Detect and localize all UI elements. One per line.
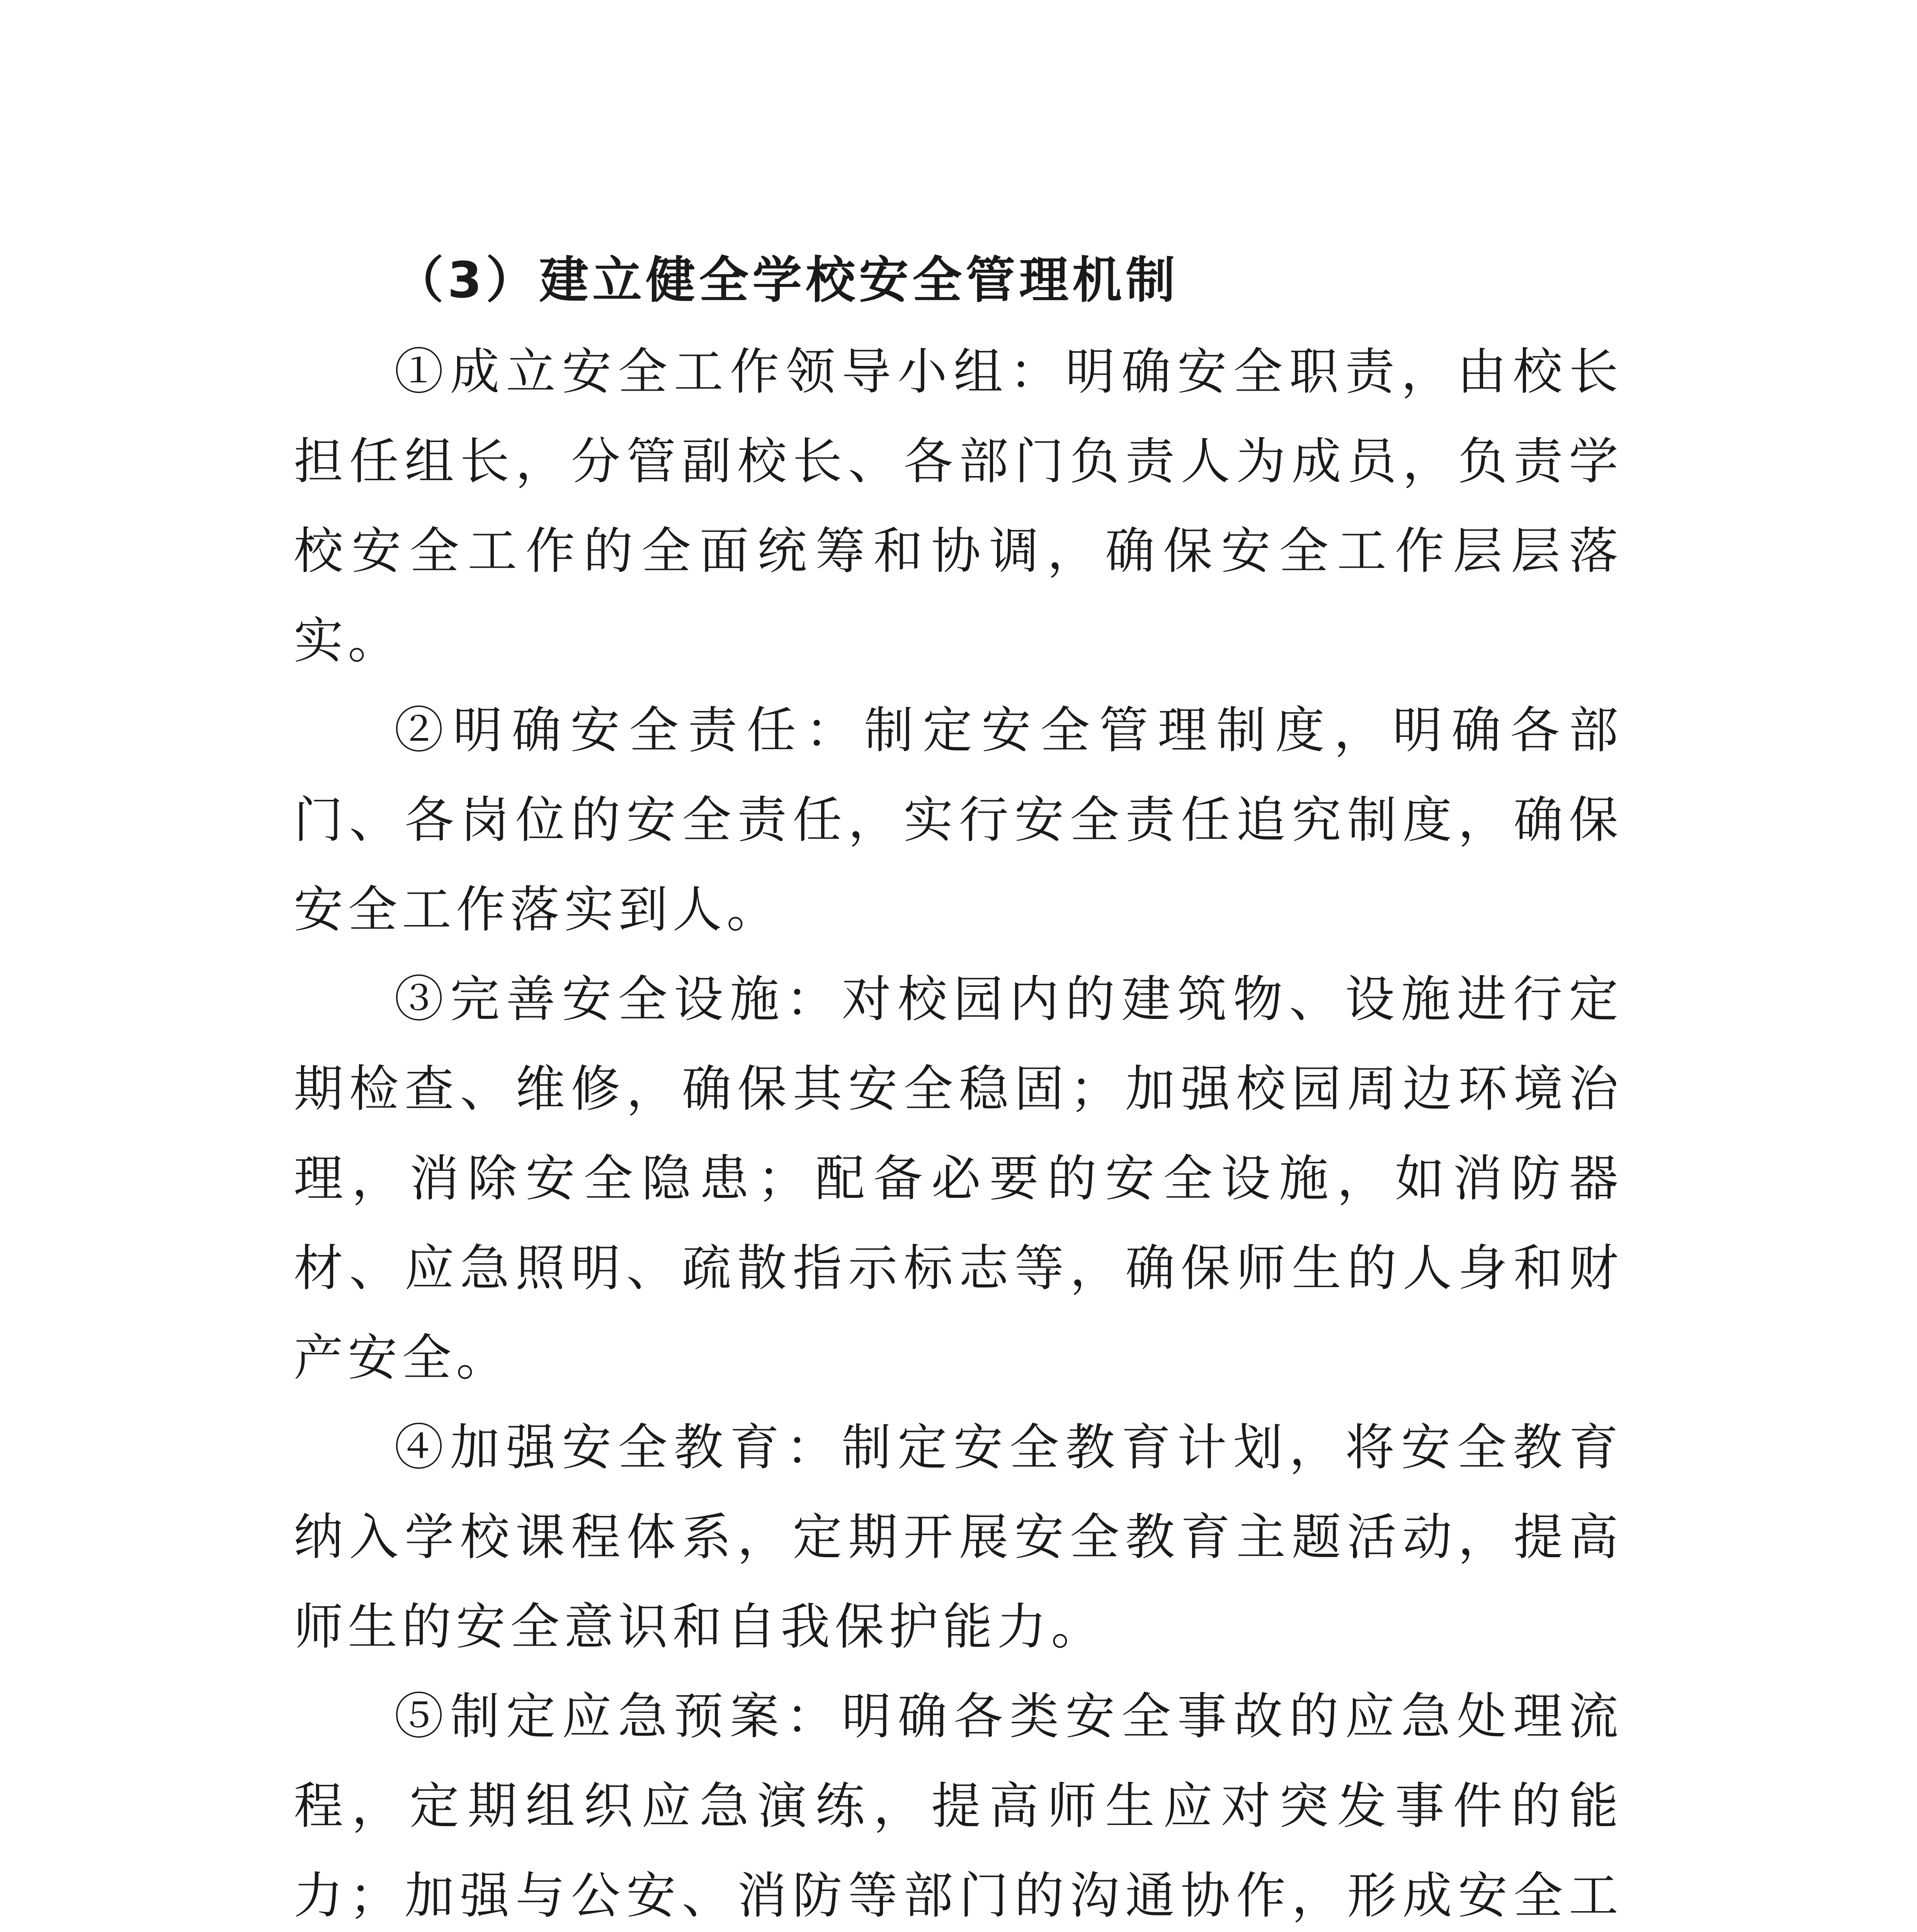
paragraph-safety-education: ④加强安全教育：制定安全教育计划，将安全教育纳入学校课程体系，定期开展安全教育主题活动，提高师生的安全意识和自我保护能力。 <box>294 1419 1623 1656</box>
paragraph-leadership-group: ①成立安全工作领导小组：明确安全职责，由校长担任组长，分管副校长、各部门负责人为成员，负责学校安全工作的全面统筹和协调，确保安全工作层层落实。 <box>294 343 1623 670</box>
paragraph-safety-facilities: ③完善安全设施：对校园内的建筑物、设施进行定期检查、维修，确保其安全稳固；加强校园周边环境治理，消除安全隐患；配备必要的安全设施，如消防器材、应急照明、疏散指示标志等，确保师生的人身和财产安全。 <box>294 971 1623 1387</box>
paragraph-safety-responsibility: ②明确安全责任：制定安全管理制度，明确各部门、各岗位的安全责任，实行安全责任追究制度，确保安全工作落实到人。 <box>294 702 1623 939</box>
paragraph-emergency-plan: ⑤制定应急预案：明确各类安全事故的应急处理流程，定期组织应急演练，提高师生应对突发事件的能力；加强与公安、消防等部门的沟通协作，形成安全工 <box>294 1688 1623 1925</box>
page-content <box>294 236 1623 1932</box>
section-heading: （3）建立健全学校安全管理机制 <box>394 252 1179 309</box>
